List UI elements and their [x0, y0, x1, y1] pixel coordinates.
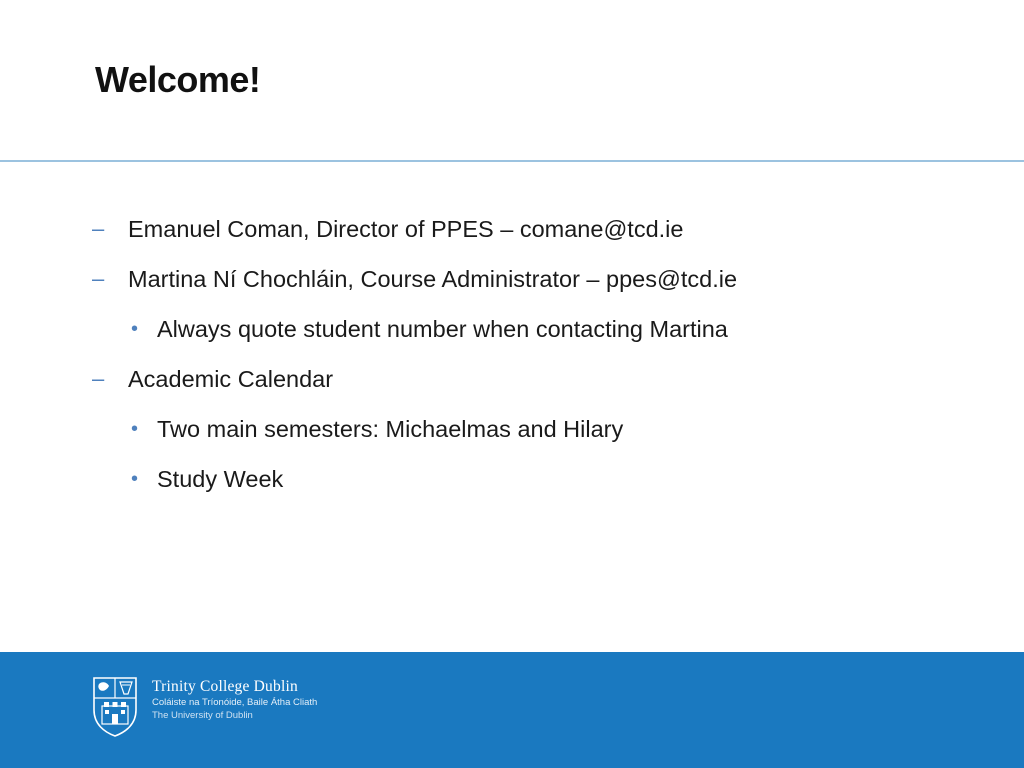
crest-icon: [92, 676, 138, 738]
dash-marker: –: [92, 216, 105, 241]
list-item-text: Always quote student number when contacting Martina: [157, 316, 728, 342]
slide-title: Welcome!: [95, 59, 261, 100]
institution-name: Trinity College Dublin: [152, 678, 298, 695]
list-item-text: Emanuel Coman, Director of PPES – comane@tcd.ie: [128, 216, 684, 242]
dash-marker: –: [92, 266, 105, 291]
list-item: [131, 314, 728, 344]
dash-marker: –: [92, 366, 105, 391]
list-item-text: Martina Ní Chochláin, Course Administrator – ppes@tcd.ie: [128, 266, 738, 292]
list-item: [92, 264, 738, 294]
bullet-dot-marker: •: [131, 418, 139, 440]
institution-subtitle: The University of Dublin: [152, 710, 253, 721]
list-item-text: Study Week: [157, 466, 284, 492]
list-item: [131, 464, 284, 494]
list-item: [92, 214, 684, 244]
institution-branding: [152, 678, 317, 722]
list-item: [131, 414, 624, 444]
list-item-text: Academic Calendar: [128, 366, 334, 392]
bullet-dot-marker: •: [131, 468, 139, 490]
list-item-text: Two main semesters: Michaelmas and Hilary: [157, 416, 624, 442]
bullet-dot-marker: •: [131, 318, 139, 340]
institution-irish-name: Coláiste na Tríonóide, Baile Átha Cliath: [152, 697, 318, 708]
title-divider: [0, 160, 1024, 162]
footer-bar: [0, 652, 1024, 768]
list-item: [92, 364, 334, 394]
